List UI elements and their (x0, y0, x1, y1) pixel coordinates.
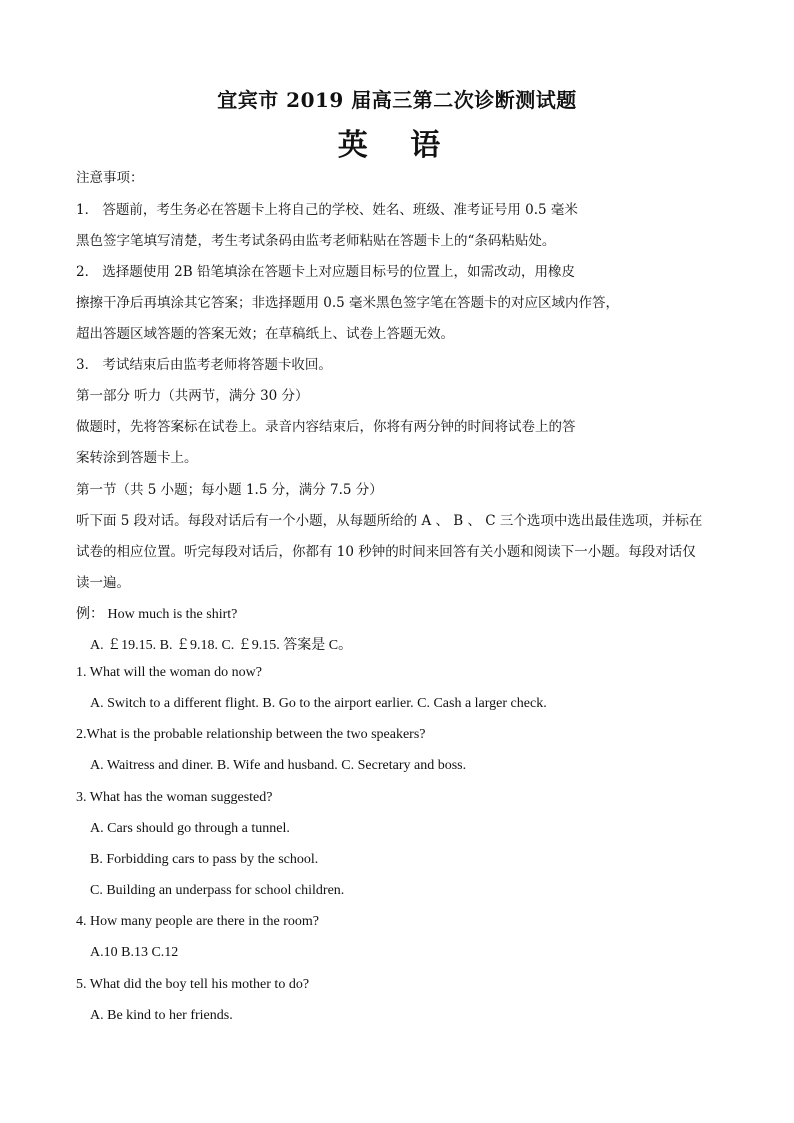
notice-heading: 注意事项： (76, 170, 144, 186)
notice-item-2-line-1: 2． 选择题使用 2B 铅笔填涂在答题卡上对应题目标号的位置上，如需改动，用橡皮 (76, 264, 575, 280)
notice-item-3: 3． 考试结束后由监考老师将答题卡收回。 (76, 357, 332, 373)
subject-title: 英 语 (337, 128, 457, 163)
notice-item-2-line-2: 擦擦干净后再填涂其它答案；非选择题用 0.5 毫米黑色签字笔在答题卡的对应区域内作答， (76, 295, 620, 311)
question-1: 1. What will the woman do now? (76, 665, 262, 680)
notice-item-1-line-1: 1． 答题前，考生务必在答题卡上将自己的学校、姓名、班级、准考证号用 0.5 毫米 (76, 202, 578, 218)
section1-intro-line-1: 听下面 5 段对话。每段对话后有一个小题，从每题所给的 A 、 B 、 C 三个选项中选出最佳选项，并标在 (76, 513, 703, 529)
question-3-option-a: A. Cars should go through a tunnel. (90, 821, 290, 836)
question-2: 2.What is the probable relationship between the two speakers? (76, 727, 426, 742)
question-5-option-a: A. Be kind to her friends. (90, 1008, 233, 1023)
question-4-options: A.10 B.13 C.12 (90, 945, 179, 960)
section1-heading: 第一节（共 5 小题；每小题 1.5 分，满分 7.5 分） (76, 482, 383, 498)
example-options: A. ￡19.15. B. ￡9.18. C. ￡9.15. 答案是 C。 (90, 638, 353, 653)
question-1-options: A. Switch to a different flight. B. Go to the airport earlier. C. Cash a larger check. (90, 696, 547, 711)
notice-item-1-line-2: 黑色签字笔填写清楚，考生考试条码由监考老师粘贴在答题卡上的“条码粘贴处。 (76, 233, 556, 249)
question-5: 5. What did the boy tell his mother to do? (76, 977, 310, 992)
section1-intro-line-2: 试卷的相应位置。听完每段对话后，你都有 10 秒钟的时间来回答有关小题和阅读下一小题。每段对话仅 (76, 544, 696, 560)
notice-item-2-line-3: 超出答题区域答题的答案无效；在草稿纸上、试卷上答题无效。 (76, 326, 454, 342)
part1-intro-line-1: 做题时，先将答案标在试卷上。录音内容结束后，你将有两分钟的时间将试卷上的答 (76, 419, 576, 435)
question-2-options: A. Waitress and diner. B. Wife and husband. C. Secretary and boss. (90, 758, 467, 773)
section1-intro-line-3: 读一遍。 (76, 575, 130, 591)
question-3-option-c: C. Building an underpass for school children. (90, 883, 345, 898)
question-3: 3. What has the woman suggested? (76, 790, 273, 805)
exam-title: 宜宾市 2019 届高三第二次诊断测试题 (217, 88, 577, 112)
question-4: 4. How many people are there in the room? (76, 914, 319, 929)
part1-heading: 第一部分 听力（共两节，满分 30 分） (76, 388, 309, 404)
part1-intro-line-2: 案转涂到答题卡上。 (76, 450, 198, 466)
example-question: 例： How much is the shirt? (76, 607, 238, 622)
question-3-option-b: B. Forbidding cars to pass by the school. (90, 852, 319, 867)
